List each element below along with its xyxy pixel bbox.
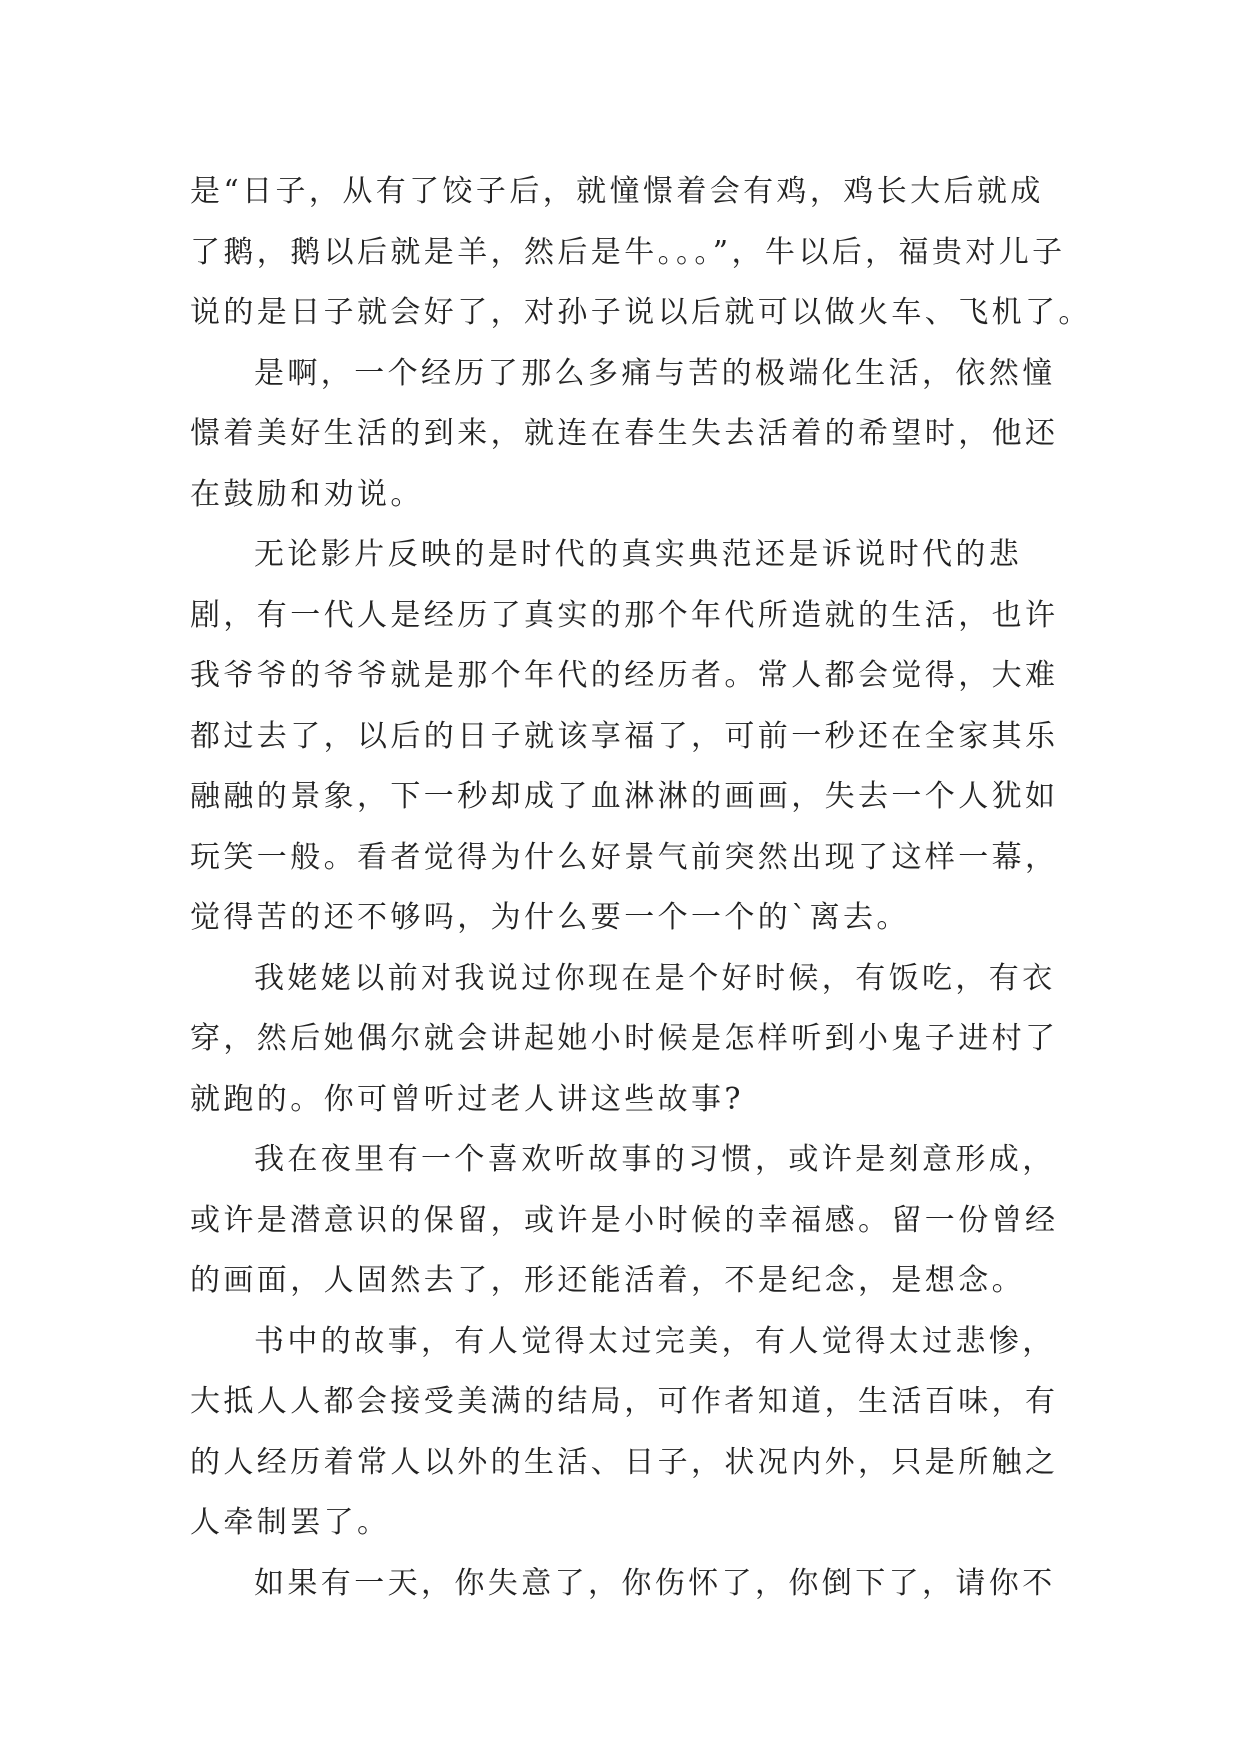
paragraph [190,525,1070,949]
text-line: 剧，有一代人是经历了真实的那个年代所造就的生活，也许 [190,597,1059,633]
text-line: 就跑的。你可曾听过老人讲这些故事? [190,1081,744,1117]
paragraph [190,162,1092,344]
text-line: 我爷爷的爷爷就是那个年代的经历者。常人都会觉得，大难 [190,658,1059,693]
text-line: 觉得苦的还不够吗，为什么要一个一个的`离去。 [190,900,910,935]
paragraph [190,1554,1070,1615]
text-line: 人牵制罢了。 [190,1505,391,1540]
paragraph [190,949,1070,1131]
text-line: 是“日子，从有了饺子后，就憧憬着会有鸡，鸡长大后就成 [190,174,1044,209]
text-line: 书中的故事，有人觉得太过完美，有人觉得太过悲惨， [254,1323,1056,1359]
paragraph [190,1130,1070,1312]
text-line: 憬着美好生活的到来，就连在春生失去活着的希望时，他还 [190,416,1059,451]
text-line: 都过去了，以后的日子就该享福了，可前一秒还在全家其乐 [190,718,1059,754]
text-line: 是啊，一个经历了那么多痛与苦的极端化生活，依然憧 [254,355,1056,391]
text-line: 的人经历着常人以外的生活、日子，状况内外，只是所触之 [190,1444,1059,1480]
text-line: 在鼓励和劝说。 [190,476,424,512]
text-line: 说的是日子就会好了，对孙子说以后就可以做火车、飞机了。 [190,295,1092,330]
text-line: 如果有一天，你失意了，你伤怀了，你倒下了，请你不 [254,1565,1056,1601]
text-line: 玩笑一般。看者觉得为什么好景气前突然出现了这样一幕， [190,839,1059,875]
paragraph [190,1312,1070,1554]
text-line: 无论影片反映的是时代的真实典范还是诉说时代的悲 [254,537,1023,572]
text-line: 我在夜里有一个喜欢听故事的习惯，或许是刻意形成， [254,1142,1056,1177]
text-line: 的画面，人固然去了，形还能活着，不是纪念，是想念。 [190,1263,1025,1298]
text-line: 了鹅，鹅以后就是羊，然后是牛。。。”，牛以后，福贵对儿子 [190,234,1066,270]
text-line: 穿，然后她偶尔就会讲起她小时候是怎样听到小鬼子进村了 [190,1021,1059,1056]
document-body [190,162,1092,1614]
text-line: 融融的景象，下一秒却成了血淋淋的画画，失去一个人犹如 [190,779,1059,814]
text-line: 或许是潜意识的保留，或许是小时候的幸福感。留一份曾经 [190,1202,1059,1238]
text-line: 大抵人人都会接受美满的结局，可作者知道，生活百味，有 [190,1384,1059,1419]
text-line: 我姥姥以前对我说过你现在是个好时候，有饭吃，有衣 [254,960,1056,996]
paragraph [190,344,1070,526]
